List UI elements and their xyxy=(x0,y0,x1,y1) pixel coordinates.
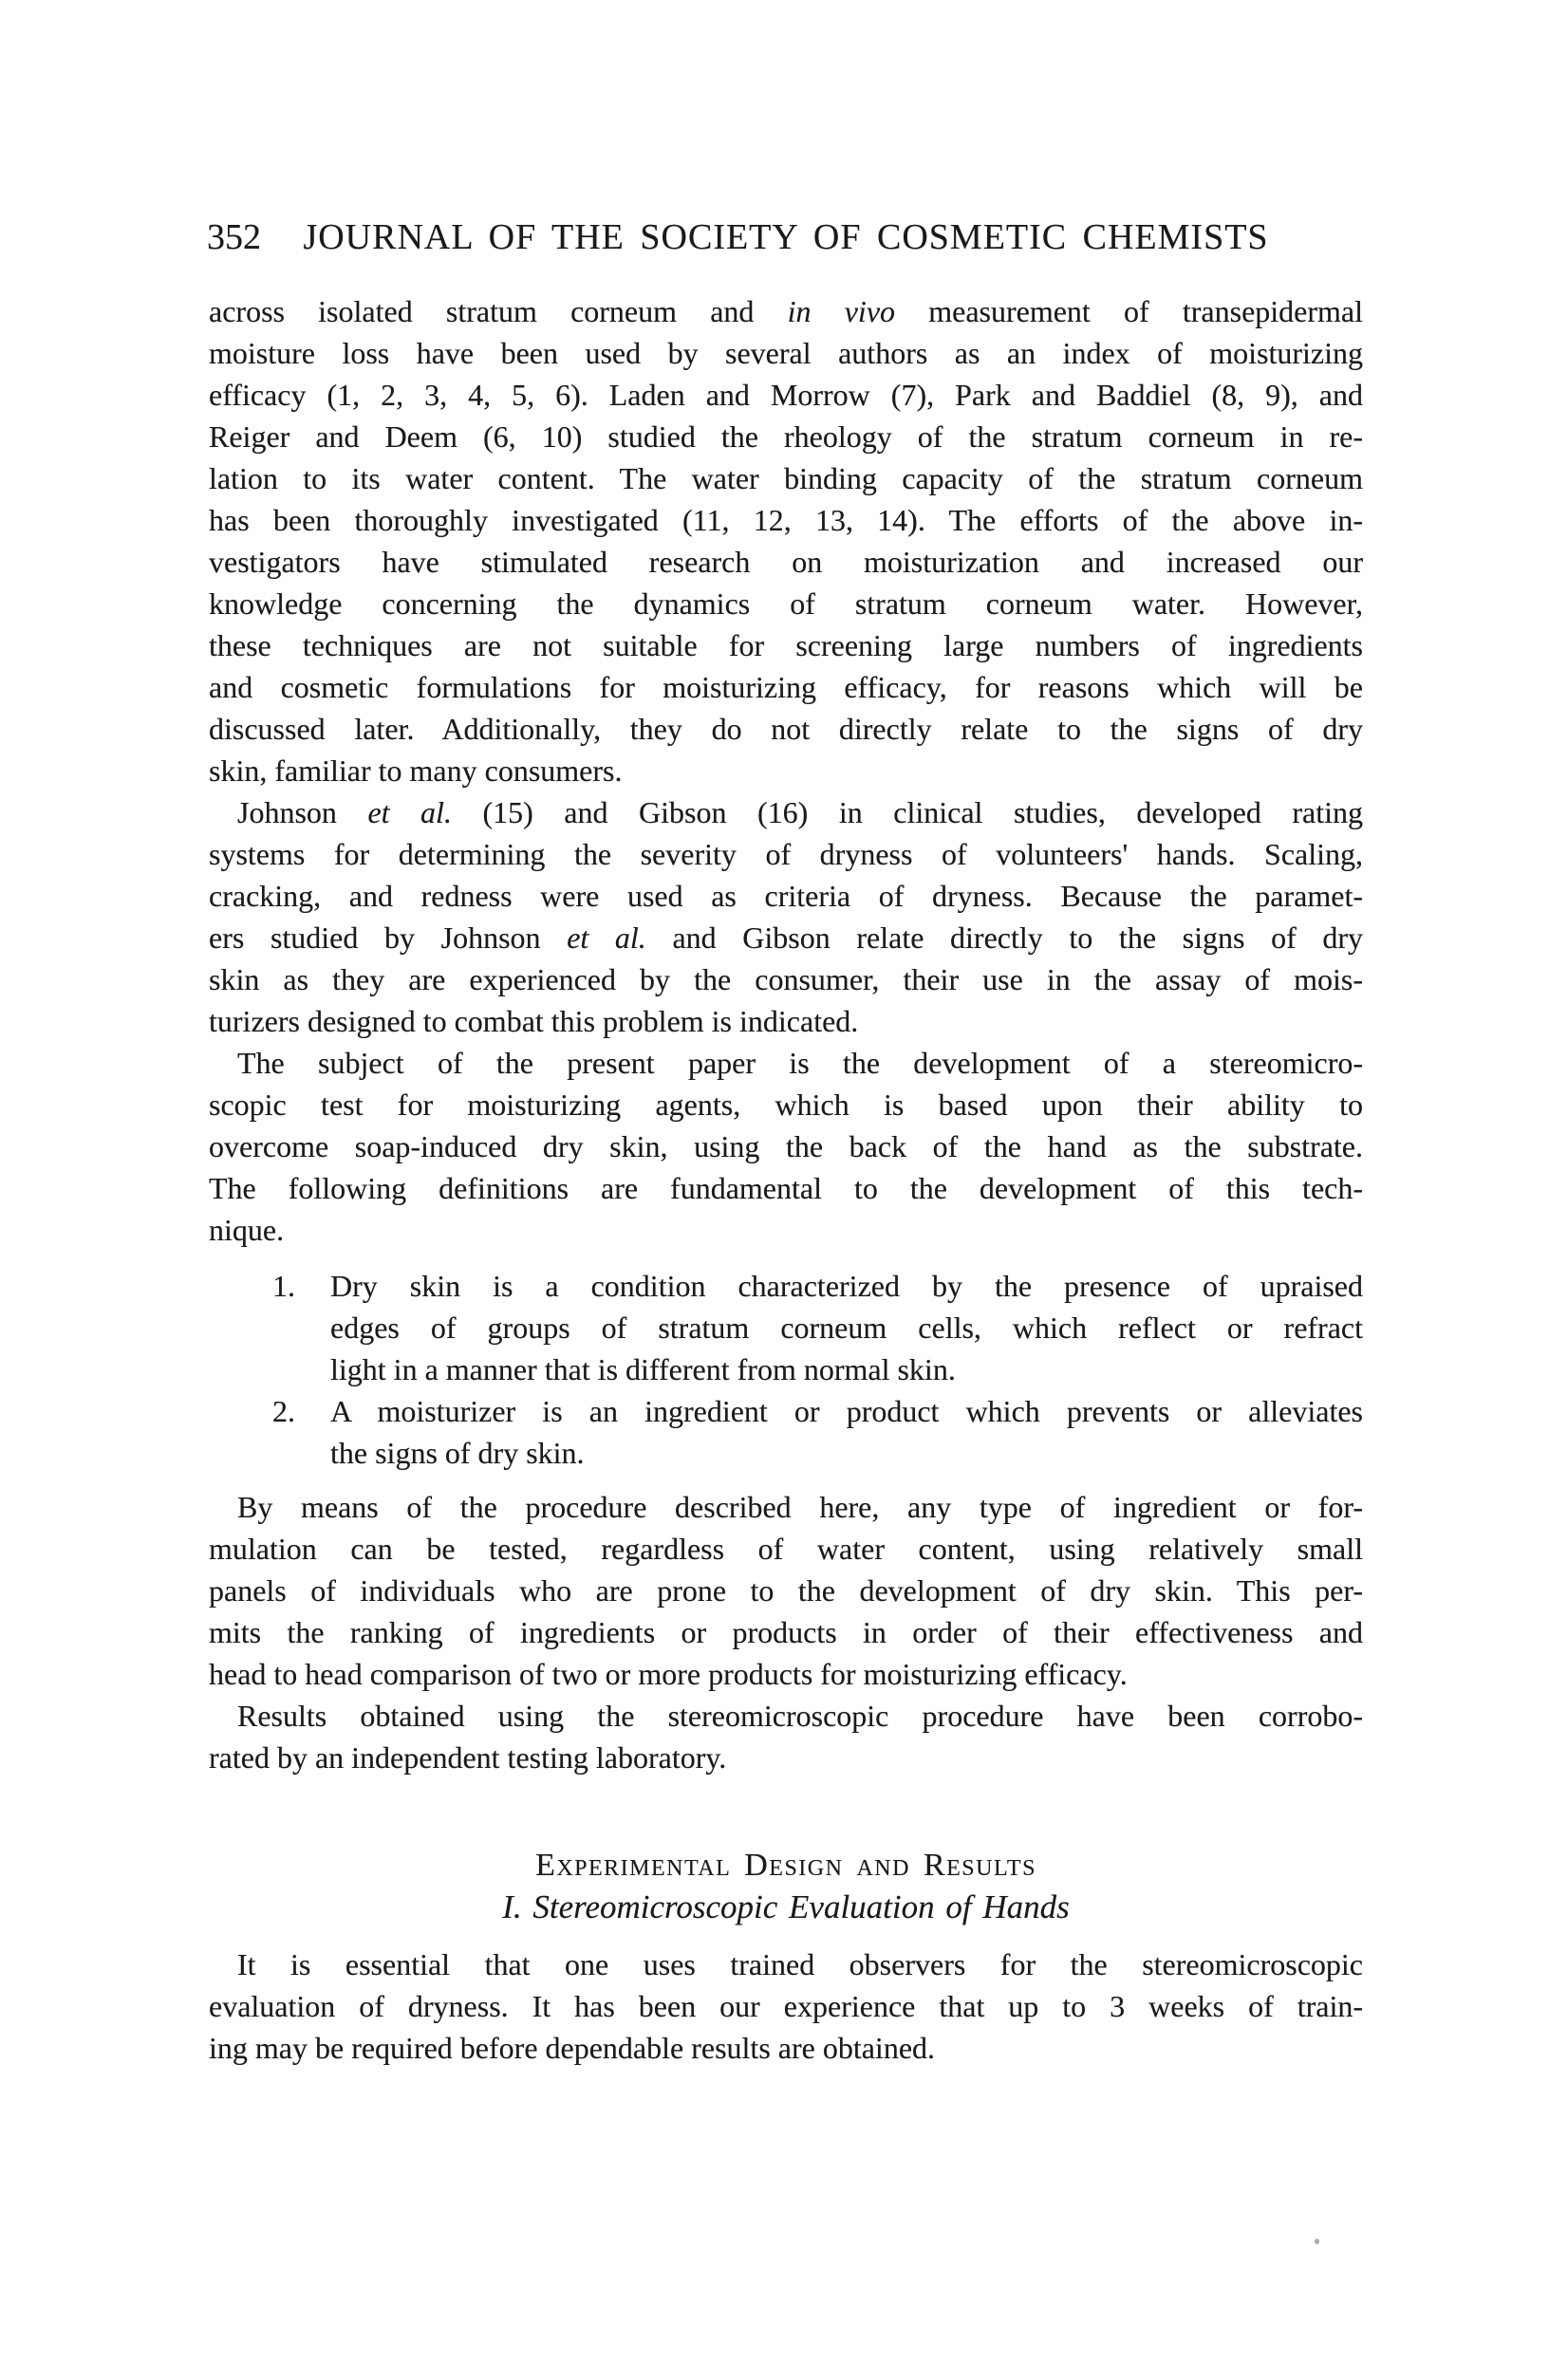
paragraph xyxy=(209,290,1363,791)
paragraph xyxy=(209,791,1363,1042)
text-line: overcome soap-induced dry skin, using the back of the hand as the substrate. xyxy=(209,1129,1363,1163)
text-line: panels of individuals who are prone to the development of dry skin. This per- xyxy=(209,1573,1363,1608)
text-line: By means of the procedure described here, any type of ingredient or for- xyxy=(237,1490,1363,1524)
text-line: systems for determining the severity of dryness of volunteers' hands. Scaling, xyxy=(209,837,1363,871)
text-line: moisture loss have been used by several authors as an index of moisturizing xyxy=(209,336,1363,370)
scan-artifact-dot xyxy=(1315,2239,1319,2244)
list-item xyxy=(272,1390,1363,1474)
text-line: turizers designed to combat this problem is indicated. xyxy=(209,1004,859,1038)
paragraph xyxy=(209,1486,1363,1695)
text-line: these techniques are not suitable for screening large numbers of ingredients xyxy=(209,628,1363,662)
text-line: Johnson et al. (15) and Gibson (16) in clinical studies, developed rating xyxy=(237,795,1363,829)
text-line: edges of groups of stratum corneum cells, which reflect or refract xyxy=(330,1311,1363,1345)
section-subheading: I. Stereomicroscopic Evaluation of Hands xyxy=(502,1888,1070,1925)
text-line: Results obtained using the stereomicroscopic procedure have been corrobo- xyxy=(237,1699,1363,1733)
text-line: ing may be required before dependable results are obtained. xyxy=(209,2031,936,2065)
text-line: mulation can be tested, regardless of water content, using relatively small xyxy=(209,1532,1363,1566)
paragraph xyxy=(209,1695,1363,1778)
text-line: A moisturizer is an ingredient or product which prevents or alleviates xyxy=(330,1394,1363,1428)
text-line: ers studied by Johnson et al. and Gibson relate directly to the signs of dry xyxy=(209,920,1363,955)
text-column xyxy=(209,290,1363,2069)
journal-title: JOURNAL OF THE SOCIETY OF COSMETIC CHEMISTS xyxy=(303,217,1269,257)
text-line: efficacy (1, 2, 3, 4, 5, 6). Laden and Morrow (7), Park and Baddiel (8, 9), and xyxy=(209,378,1363,412)
text-line: It is essential that one uses trained observers for the stereomicroscopic xyxy=(237,1947,1363,1981)
text-line: light in a manner that is different from normal skin. xyxy=(330,1352,956,1386)
page-number: 352 xyxy=(207,217,261,257)
text-line: mits the ranking of ingredients or products in order of their effectiveness and xyxy=(209,1615,1363,1649)
list-item xyxy=(272,1265,1363,1390)
text-line: head to head comparison of two or more products for moisturizing efficacy. xyxy=(209,1657,1128,1691)
text-line: rated by an independent testing laboratory. xyxy=(209,1740,727,1775)
text-line: The following definitions are fundamental to the development of this tech- xyxy=(209,1171,1363,1205)
text-line: discussed later. Additionally, they do not directly relate to the signs of dry xyxy=(209,712,1363,746)
paragraph xyxy=(209,1042,1363,1251)
text-line: lation to its water content. The water binding capacity of the stratum corneum xyxy=(209,461,1363,495)
text-line: the signs of dry skin. xyxy=(330,1436,585,1470)
text-line: scopic test for moisturizing agents, which is based upon their ability to xyxy=(209,1088,1363,1122)
text-line: Reiger and Deem (6, 10) studied the rheology of the stratum corneum in re- xyxy=(209,419,1363,454)
list-number: 2. xyxy=(272,1394,295,1428)
section-heading: Experimental Design and Results xyxy=(535,1848,1036,1883)
text-line: nique. xyxy=(209,1213,285,1247)
text-line: evaluation of dryness. It has been our experience that up to 3 weeks of train- xyxy=(209,1989,1363,2023)
text-line: and cosmetic formulations for moisturizing efficacy, for reasons which will be xyxy=(209,670,1363,704)
list-number: 1. xyxy=(272,1269,295,1303)
text-line: vestigators have stimulated research on moisturization and increased our xyxy=(209,545,1363,579)
list-item-body xyxy=(330,1390,1363,1474)
text-line: The subject of the present paper is the development of a stereomicro- xyxy=(237,1046,1363,1080)
running-head xyxy=(209,216,1363,258)
text-line: knowledge concerning the dynamics of stratum corneum water. However, xyxy=(209,586,1363,621)
text-line: across isolated stratum corneum and in vivo measurement of transepidermal xyxy=(209,294,1363,328)
text-line: has been thoroughly investigated (11, 12, 13, 14). The efforts of the above in- xyxy=(209,503,1363,537)
text-line: skin as they are experienced by the consumer, their use in the assay of mois- xyxy=(209,962,1363,996)
text-line: cracking, and redness were used as criteria of dryness. Because the paramet- xyxy=(209,879,1363,913)
text-line: skin, familiar to many consumers. xyxy=(209,753,623,788)
list-item-body xyxy=(330,1265,1363,1390)
paragraph xyxy=(209,1943,1363,2069)
text-line: Dry skin is a condition characterized by the presence of upraised xyxy=(330,1269,1363,1303)
